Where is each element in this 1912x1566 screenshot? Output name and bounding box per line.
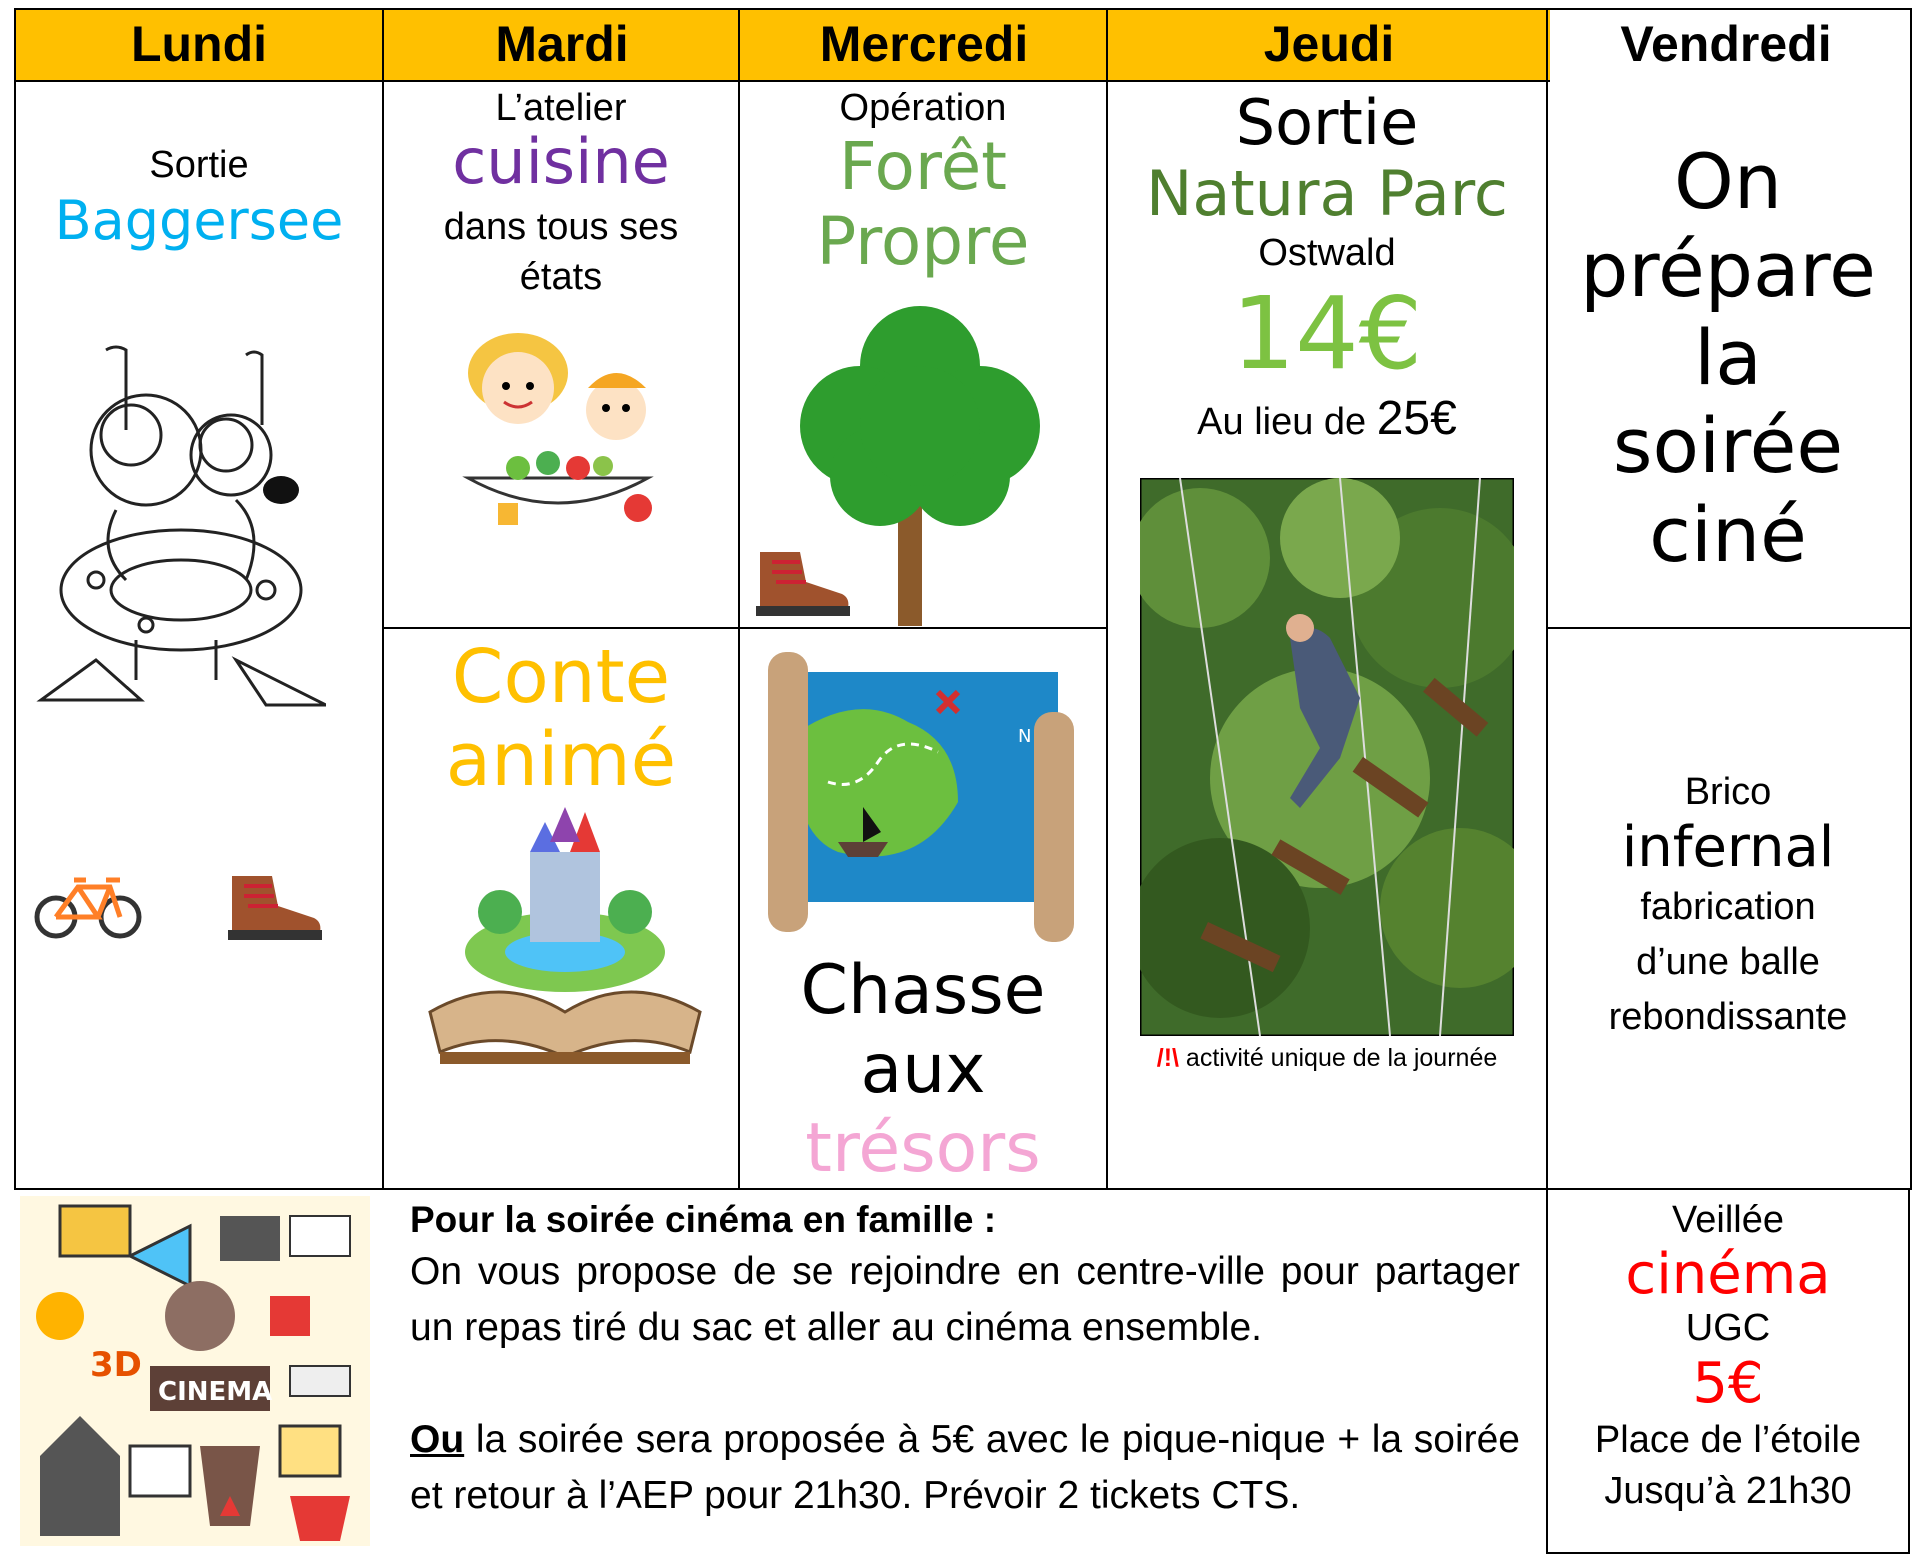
- kids-cooking-icon: [438, 328, 688, 528]
- mardi-bottom-cell: [384, 636, 738, 802]
- vendredi-top-cell: [1548, 138, 1908, 579]
- mardi-top-line3: dans tous ses: [443, 205, 679, 248]
- vendredi-bottom-line4: d’une balle: [1636, 941, 1820, 984]
- mercredi-top-cell: [740, 88, 1106, 280]
- veillee-line4: 5€: [1692, 1350, 1764, 1416]
- veillee-line6: Jusqu’à 21h30: [1604, 1470, 1852, 1513]
- vendredi-bottom-line1: Brico: [1684, 771, 1772, 813]
- footer-title: Pour la soirée cinéma en famille :: [410, 1199, 997, 1240]
- snorkel-kids-drawing-icon: [36, 340, 326, 730]
- jeudi-warning: [1108, 1044, 1546, 1073]
- mardi-top-line2: cuisine: [452, 125, 670, 199]
- veillee-cell: [1548, 1198, 1908, 1517]
- mardi-top-line4: états: [519, 256, 603, 299]
- mercredi-bottom-cell: [740, 952, 1106, 1189]
- header-mardi: Mardi: [495, 16, 629, 72]
- jeudi-old-price-label: Au lieu de: [1197, 400, 1367, 443]
- cinema-doodles-icon: [20, 1196, 370, 1546]
- mercredi-bottom-line2: aux: [860, 1029, 986, 1109]
- jeudi-old-price: 25€: [1376, 391, 1457, 445]
- veillee-line1: Veillée: [1672, 1199, 1784, 1241]
- jeudi-price: 14€: [1231, 274, 1423, 392]
- footer-para2-container: [410, 1412, 1520, 1524]
- footer-para1: On vous propose de se rejoindre en centre-ville pour partager un repas tiré du sac et aller au cinéma ensemble.: [410, 1250, 1520, 1349]
- jeudi-line3: Ostwald: [1258, 232, 1396, 275]
- mardi-top-cell: [384, 88, 738, 301]
- vendredi-top-line4: soirée: [1612, 401, 1844, 491]
- svg-text:3D: 3D: [90, 1345, 142, 1385]
- mercredi-top-line2: Forêt: [838, 128, 1008, 206]
- mercredi-bottom-line1: Chasse: [800, 951, 1046, 1030]
- rope-bridge-adventure-photo: [1140, 478, 1514, 1036]
- mercredi-top-line3: Propre: [816, 203, 1030, 281]
- hiking-boot-icon: [752, 548, 852, 618]
- mardi-top-line1: L’atelier: [495, 87, 627, 129]
- lundi-line1: Sortie: [149, 144, 249, 186]
- jeudi-cell: [1108, 88, 1546, 445]
- mardi-bottom-line2: animé: [445, 716, 677, 803]
- svg-text:N: N: [1018, 726, 1032, 747]
- vendredi-bottom-cell: [1548, 770, 1908, 1045]
- jeudi-line2: Natura Parc: [1146, 156, 1508, 230]
- mercredi-bottom-line3: trésors: [805, 1108, 1041, 1188]
- treasure-map-icon: [768, 632, 1074, 952]
- header-jeudi: Jeudi: [1263, 16, 1395, 72]
- warning-text: activité unique de la journée: [1185, 1044, 1498, 1072]
- bicycle-icon: [34, 872, 144, 942]
- mardi-bottom-line1: Conte: [451, 634, 671, 720]
- footer-para2-lead: Ou: [410, 1418, 465, 1461]
- vendredi-top-line3: la: [1694, 313, 1762, 403]
- svg-text:CINEMA: CINEMA: [158, 1377, 273, 1407]
- vendredi-top-line5: ciné: [1649, 489, 1807, 579]
- story-book-castle-icon: [420, 802, 710, 1084]
- vendredi-bottom-line5: rebondissante: [1608, 996, 1848, 1039]
- header-lundi: Lundi: [130, 16, 268, 72]
- lundi-cell: [16, 144, 382, 253]
- veillee-line2: cinéma: [1625, 1241, 1831, 1307]
- vendredi-bottom-line3: fabrication: [1640, 885, 1816, 928]
- jeudi-line1: Sortie: [1235, 86, 1419, 159]
- vendredi-top-line1: On: [1674, 137, 1782, 226]
- veillee-line3: UGC: [1685, 1307, 1771, 1350]
- veillee-line5: Place de l’étoile: [1594, 1419, 1862, 1462]
- lundi-line2: Baggersee: [54, 189, 344, 253]
- footer-para2: la soirée sera proposée à 5€ avec le pique-nique + la soirée et retour à l’AEP pour 21h30. Prévoir 2 tickets CTS.: [410, 1418, 1520, 1517]
- header-mercredi: Mercredi: [819, 16, 1029, 72]
- hiking-boot-icon: [224, 872, 324, 942]
- vendredi-top-line2: prépare: [1580, 225, 1876, 315]
- warning-icon: /!\: [1156, 1044, 1179, 1072]
- header-vendredi: Vendredi: [1620, 16, 1832, 72]
- footer-paragraph: [410, 1196, 1520, 1524]
- vendredi-bottom-line2: infernal: [1621, 814, 1835, 880]
- mercredi-top-line1: Opération: [839, 87, 1007, 129]
